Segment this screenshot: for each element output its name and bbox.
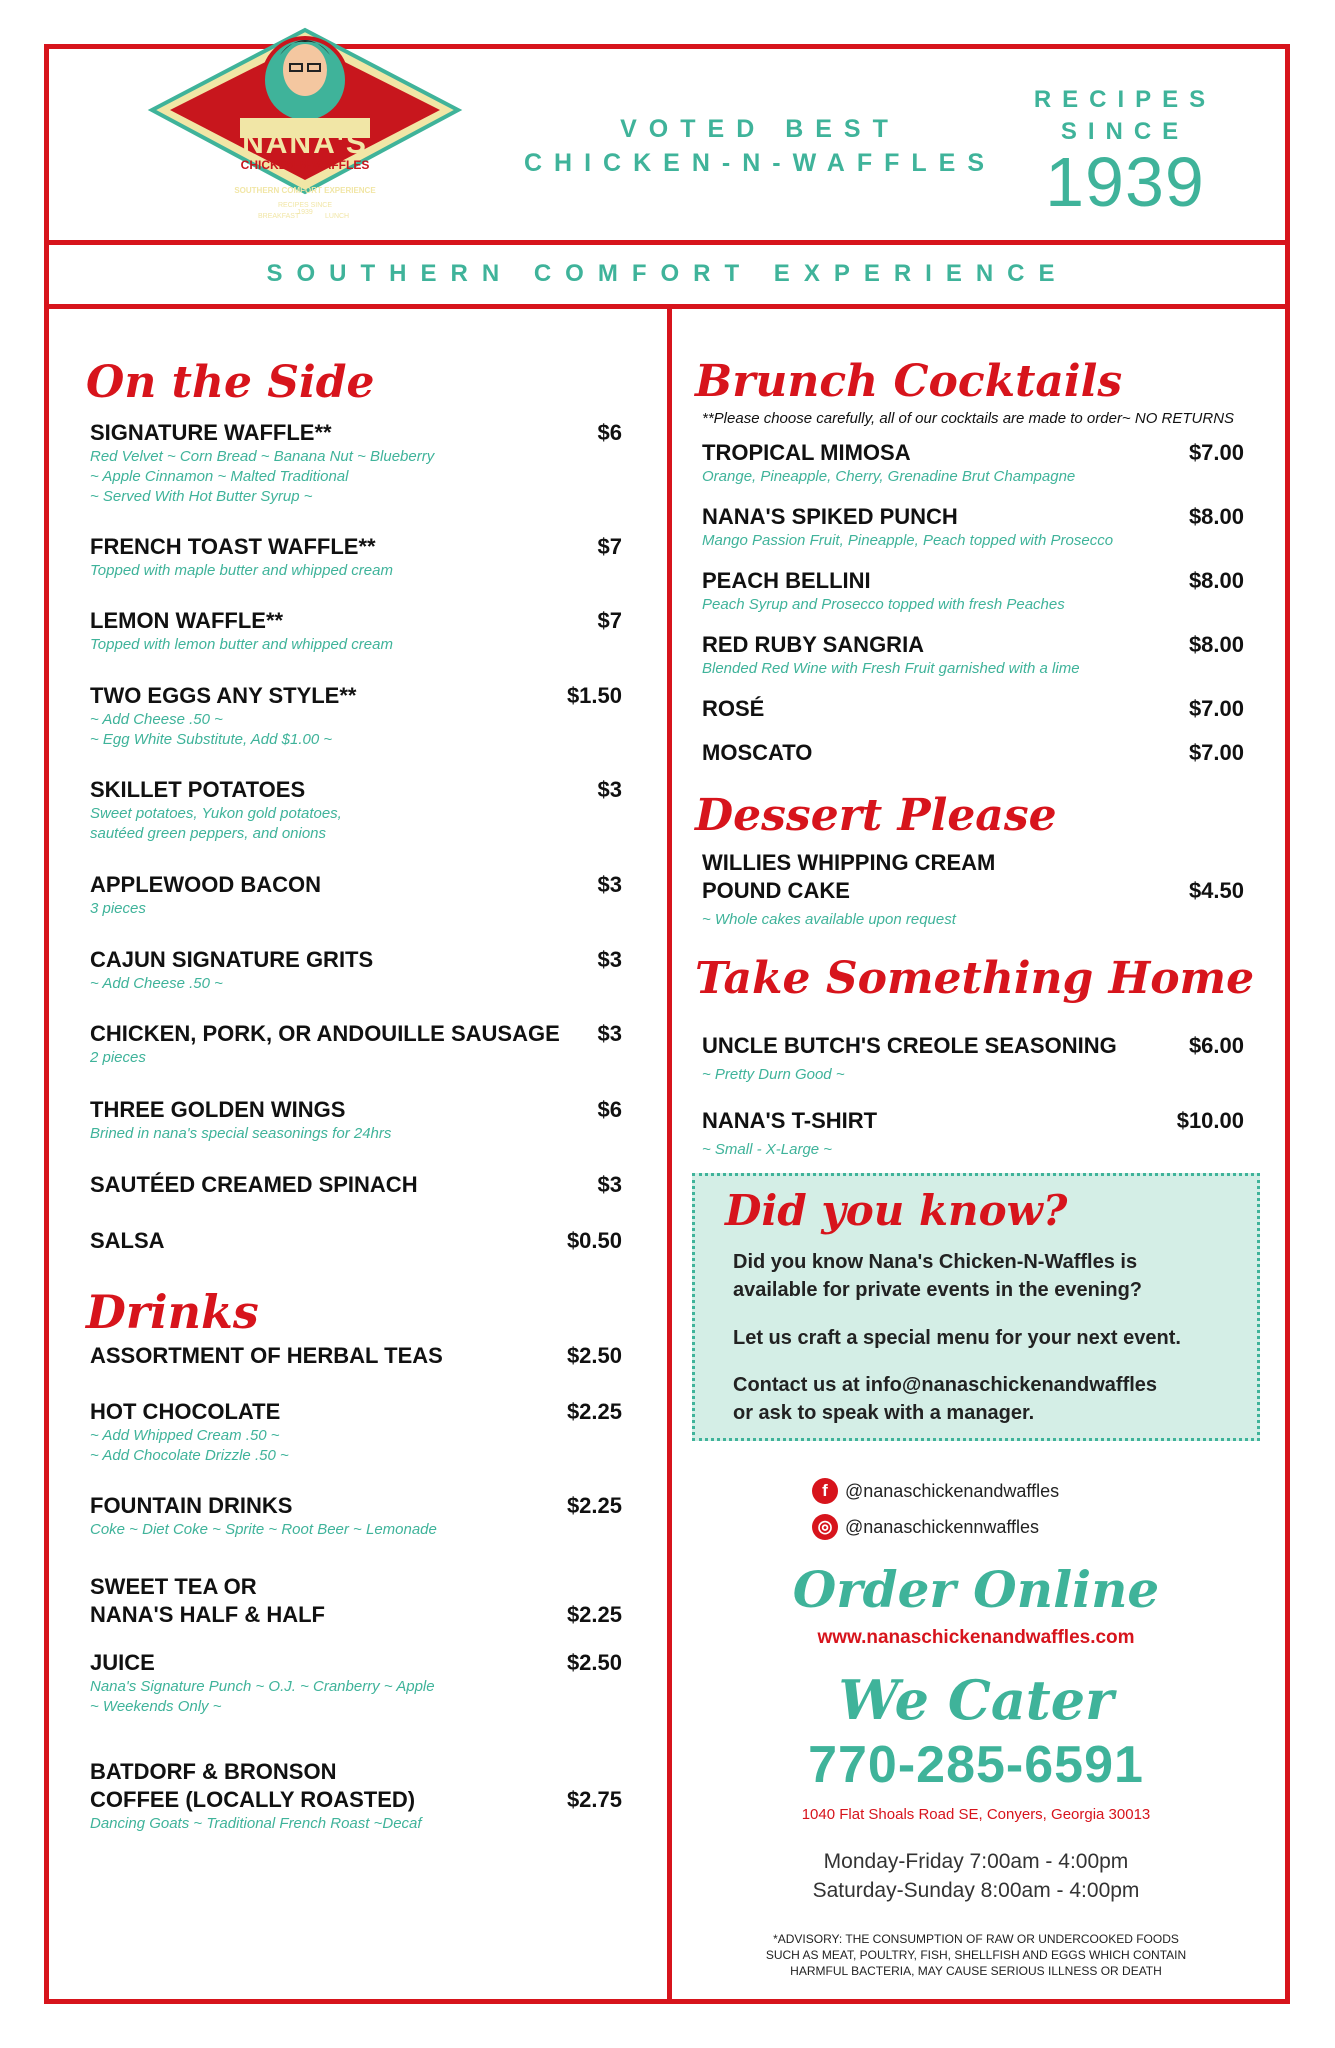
drink-price: $2.50 xyxy=(566,1650,622,1675)
drink-name: FOUNTAIN DRINKS xyxy=(90,1493,293,1518)
cocktail-price: $7.00 xyxy=(1188,740,1244,765)
header-divider xyxy=(49,240,1285,245)
facebook-handle[interactable] xyxy=(822,1481,1060,1502)
dyk-p1a: Did you know Nana's Chicken-N-Waffles is xyxy=(733,1251,1138,1273)
menu-item-name: SKILLET POTATOES xyxy=(90,777,306,802)
advisory-line-1: *ADVISORY: THE CONSUMPTION OF RAW OR UNDERCOOKED FOODS xyxy=(773,1932,1179,1946)
menu-item-name: FRENCH TOAST WAFFLE** xyxy=(90,534,376,559)
take-home-desc: ~ Pretty Durn Good ~ xyxy=(702,1066,845,1083)
menu-item-desc: sautéed green peppers, and onions xyxy=(90,825,327,842)
drink-desc: ~ Weekends Only ~ xyxy=(90,1698,222,1715)
cocktail-price: $8.00 xyxy=(1188,568,1244,593)
cocktail-price: $7.00 xyxy=(1188,440,1244,465)
menu-item-desc: ~ Apple Cinnamon ~ Malted Traditional xyxy=(90,468,349,485)
cocktail-desc: Orange, Pineapple, Cherry, Grenadine Brut Champagne xyxy=(702,468,1076,485)
logo-small: RECIPES SINCE 1939 xyxy=(277,202,333,216)
cocktail-name: TROPICAL MIMOSA xyxy=(702,440,911,465)
phone-number[interactable]: 770-285-6591 xyxy=(808,1736,1144,1794)
take-home-name: UNCLE BUTCH'S CREOLE SEASONING xyxy=(702,1033,1117,1058)
drink-name: JUICE xyxy=(90,1650,155,1675)
menu-item-price: $3 xyxy=(597,1172,622,1197)
menu-item-desc: 3 pieces xyxy=(90,900,146,917)
take-home-price: $6.00 xyxy=(1188,1033,1244,1058)
dessert-desc: ~ Whole cakes available upon request xyxy=(702,911,956,928)
cocktail-price: $7.00 xyxy=(1188,696,1244,721)
menu-item-desc: Topped with lemon butter and whipped cream xyxy=(90,636,393,653)
instagram-handle[interactable] xyxy=(817,1517,1040,1538)
cocktail-name: PEACH BELLINI xyxy=(702,568,871,593)
take-home-price: $10.00 xyxy=(1176,1108,1244,1133)
recipes-line-1: RECIPES xyxy=(1033,86,1217,113)
take-home-desc: ~ Small - X-Large ~ xyxy=(702,1141,833,1158)
facebook-handle-text: @nanaschickenandwaffles xyxy=(845,1481,1060,1501)
menu-item-price: $3 xyxy=(597,1021,622,1046)
cocktail-price: $8.00 xyxy=(1188,632,1244,657)
order-url[interactable]: www.nanaschickenandwaffles.com xyxy=(817,1627,1135,1648)
advisory-line-3: HARMFUL BACTERIA, MAY CAUSE SERIOUS ILLNESS OR DEATH xyxy=(790,1964,1162,1978)
menu-item-name: CAJUN SIGNATURE GRITS xyxy=(90,947,374,972)
menu-item-name: LEMON WAFFLE** xyxy=(90,608,284,633)
menu-item-name: SAUTÉED CREAMED SPINACH xyxy=(90,1172,418,1197)
menu-item-name: SIGNATURE WAFFLE** xyxy=(90,420,332,445)
drink-name-line-2: NANA'S HALF & HALF xyxy=(90,1602,325,1627)
drink-desc: ~ Add Chocolate Drizzle .50 ~ xyxy=(90,1447,289,1464)
recipes-since xyxy=(1010,34,1240,148)
instagram-icon: ◎ xyxy=(812,1514,838,1540)
drink-name: ASSORTMENT OF HERBAL TEAS xyxy=(90,1343,443,1368)
menu-item-price: $0.50 xyxy=(566,1228,622,1253)
nanas-logo xyxy=(140,0,470,210)
tagline: SOUTHERN COMFORT EXPERIENCE xyxy=(266,260,1069,287)
facebook-icon: f xyxy=(812,1478,838,1504)
drink-name: BATDORF & BRONSON xyxy=(90,1759,337,1784)
cocktail-name: MOSCATO xyxy=(702,740,813,765)
menu-item-price: $1.50 xyxy=(566,683,622,708)
menu-item-price: $3 xyxy=(597,872,622,897)
drink-price: $2.75 xyxy=(566,1787,622,1812)
drinks-title: Drinks xyxy=(86,1285,259,1339)
menu-item-name: SALSA xyxy=(90,1228,165,1253)
brunch-cocktails-title: Brunch Cocktails xyxy=(695,356,1123,407)
menu-item-price: $3 xyxy=(597,947,622,972)
instagram-handle-text: @nanaschickennwaffles xyxy=(845,1517,1040,1537)
voted-line-2: CHICKEN-N-WAFFLES xyxy=(523,149,997,177)
voted-best-heading xyxy=(480,64,1040,180)
dyk-p1b: available for private events in the evening? xyxy=(733,1279,1143,1301)
drink-price: $2.25 xyxy=(566,1602,622,1627)
on-the-side-title: On the Side xyxy=(86,357,375,408)
cocktails-note: **Please choose carefully, all of our cocktails are made to order~ NO RETURNS xyxy=(702,410,1235,427)
cocktail-price: $8.00 xyxy=(1188,504,1244,529)
dessert-name-1: WILLIES WHIPPING CREAM xyxy=(702,850,996,875)
hours-weekend: Saturday-Sunday 8:00am - 4:00pm xyxy=(812,1879,1140,1902)
cocktail-name: ROSÉ xyxy=(702,696,765,721)
dessert-title: Dessert Please xyxy=(695,790,1057,841)
drink-price: $2.50 xyxy=(566,1343,622,1368)
drink-name: HOT CHOCOLATE xyxy=(90,1399,281,1424)
cocktail-name: RED RUBY SANGRIA xyxy=(702,632,925,657)
menu-item-desc: ~ Served With Hot Butter Syrup ~ xyxy=(90,488,313,505)
menu-item-desc: Topped with maple butter and whipped cream xyxy=(90,562,393,579)
drink-desc: Coke ~ Diet Coke ~ Sprite ~ Root Beer ~ Lemonade xyxy=(90,1521,437,1538)
menu-item-desc: ~ Add Cheese .50 ~ xyxy=(90,711,223,728)
menu-item-name: TWO EGGS ANY STYLE** xyxy=(90,683,357,708)
take-home-title: Take Something Home xyxy=(695,953,1255,1004)
logo-name: NANA'S xyxy=(242,127,368,160)
menu-item-desc: Brined in nana's special seasonings for 24hrs xyxy=(90,1125,392,1142)
menu-item-name: CHICKEN, PORK, OR ANDOUILLE SAUSAGE xyxy=(90,1021,560,1046)
dyk-p3b: or ask to speak with a manager. xyxy=(733,1402,1035,1424)
logo-ribbon: SOUTHERN COMFORT EXPERIENCE xyxy=(234,186,376,195)
logo-breakfast: BREAKFAST xyxy=(258,213,300,220)
menu-item-price: $7 xyxy=(597,608,622,633)
logo-lunch: LUNCH xyxy=(325,213,350,220)
drink-name-line-2: COFFEE (LOCALLY ROASTED) xyxy=(90,1787,416,1812)
drink-desc: Nana's Signature Punch ~ O.J. ~ Cranberry ~ Apple xyxy=(90,1678,435,1695)
cocktail-desc: Mango Passion Fruit, Pineapple, Peach topped with Prosecco xyxy=(702,532,1114,549)
menu-item-price: $3 xyxy=(597,777,622,802)
voted-line-1: VOTED BEST xyxy=(620,115,900,143)
take-home-name: NANA'S T-SHIRT xyxy=(702,1108,878,1133)
we-cater-title: We Cater xyxy=(838,1668,1114,1732)
drink-price: $2.25 xyxy=(566,1493,622,1518)
menu-item-desc: ~ Add Cheese .50 ~ xyxy=(90,975,223,992)
hours-weekday: Monday-Friday 7:00am - 4:00pm xyxy=(823,1850,1129,1873)
order-online-title: Order Online xyxy=(792,1560,1160,1619)
menu-item-desc: Sweet potatoes, Yukon gold potatoes, xyxy=(90,805,342,822)
cocktail-desc: Peach Syrup and Prosecco topped with fresh Peaches xyxy=(702,596,1065,613)
dyk-p2: Let us craft a special menu for your next event. xyxy=(733,1327,1181,1349)
menu-item-name: THREE GOLDEN WINGS xyxy=(90,1097,346,1122)
logo-sub: CHICKEN-N-WAFFLES xyxy=(240,158,370,172)
recipes-line-2: SINCE xyxy=(1060,118,1190,145)
drink-price: $2.25 xyxy=(566,1399,622,1424)
menu-item-price: $6 xyxy=(597,1097,622,1122)
advisory-line-2: SUCH AS MEAT, POULTRY, FISH, SHELLFISH AND EGGS WHICH CONTAIN xyxy=(765,1948,1187,1962)
dyk-p3a: Contact us at info@nanaschickenandwaffles xyxy=(733,1374,1158,1396)
address: 1040 Flat Shoals Road SE, Conyers, Georgia 30013 xyxy=(801,1806,1151,1823)
menu-item-name: APPLEWOOD BACON xyxy=(90,872,321,897)
menu-item-price: $7 xyxy=(597,534,622,559)
year-1939: 1939 xyxy=(1045,143,1205,221)
dessert-price: $4.50 xyxy=(1188,878,1244,903)
did-you-know-title: Did you know? xyxy=(725,1186,1068,1235)
cocktail-desc: Blended Red Wine with Fresh Fruit garnished with a lime xyxy=(702,660,1080,677)
drink-desc: ~ Add Whipped Cream .50 ~ xyxy=(90,1427,280,1444)
cocktail-name: NANA'S SPIKED PUNCH xyxy=(702,504,958,529)
drink-desc: Dancing Goats ~ Traditional French Roast ~Decaf xyxy=(90,1815,422,1832)
column-divider xyxy=(667,309,672,1999)
menu-item-desc: Red Velvet ~ Corn Bread ~ Banana Nut ~ Blueberry xyxy=(90,448,435,465)
menu-item-desc: ~ Egg White Substitute, Add $1.00 ~ xyxy=(90,731,333,748)
menu-item-desc: 2 pieces xyxy=(90,1049,146,1066)
did-you-know-box xyxy=(692,1173,1260,1441)
drink-name: SWEET TEA OR xyxy=(90,1574,257,1599)
dessert-name-2: POUND CAKE xyxy=(702,878,850,903)
menu-item-price: $6 xyxy=(597,420,622,445)
